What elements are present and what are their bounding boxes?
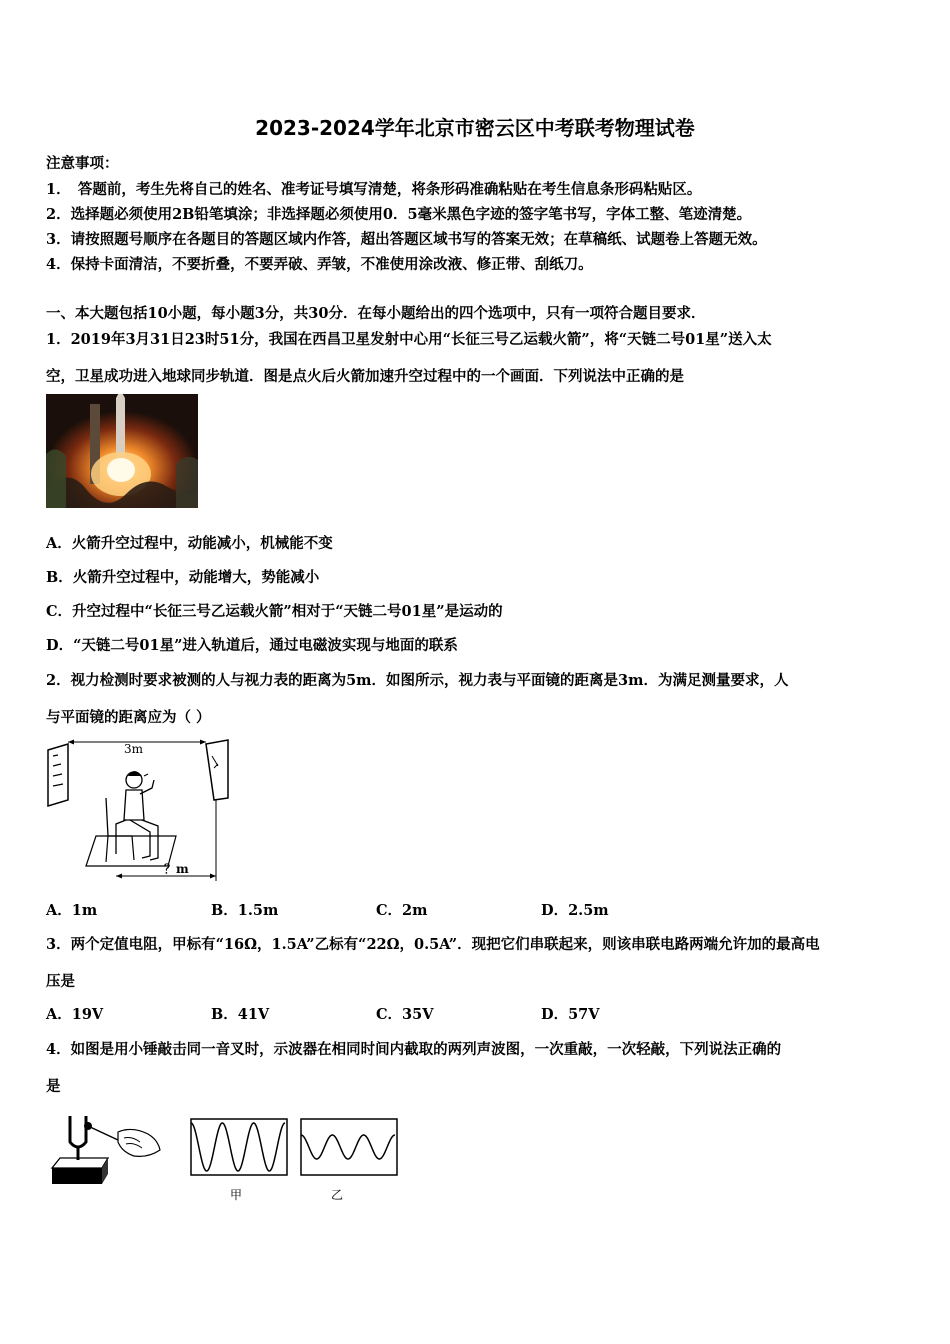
- tuning-fork-diagram: [48, 1112, 168, 1188]
- q1-stem-line2: 空，卫星成功进入地球同步轨道．图是点火后火箭加速升空过程中的一个画面．下列说法中正确的是: [46, 368, 684, 385]
- eye-test-diagram: [46, 736, 236, 884]
- q2-stem-line2: 与平面镜的距离应为（ ）: [46, 709, 211, 726]
- notice-item-1: 1． 答题前，考生先将自己的姓名、准考证号填写清楚，将条形码准确粘贴在考生信息条形码粘贴区。: [46, 181, 702, 198]
- q1-option-c: C．升空过程中“长征三号乙运载火箭”相对于“天链二号01星”是运动的: [46, 603, 503, 620]
- q3-option-b: B．41V: [211, 1006, 270, 1023]
- q1-stem-line1: 1．2019年3月31日23时51分，我国在西昌卫星发射中心用“长征三号乙运载火箭”，将“天链二号01星”送入太: [46, 331, 772, 348]
- q1-option-b: B．火箭升空过程中，动能增大，势能减小: [46, 569, 320, 586]
- q3-option-d: D．57V: [541, 1006, 600, 1023]
- waveform-yi: [300, 1118, 398, 1176]
- rocket-launch-image: [46, 394, 198, 508]
- notice-item-3: 3．请按照题号顺序在各题目的答题区域内作答，超出答题区域书写的答案无效；在草稿纸、试题卷上答题无效。: [46, 231, 767, 248]
- notice-item-2: 2．选择题必须使用2B铅笔填涂；非选择题必须使用0．5毫米黑色字迹的签字笔书写，字体工整、笔迹清楚。: [46, 206, 752, 223]
- q2-option-c: C．2m: [376, 902, 428, 919]
- q2-option-a: A．1m: [46, 902, 98, 919]
- waveform-label-jia: 甲: [230, 1188, 243, 1202]
- q3-option-a: A．19V: [46, 1006, 104, 1023]
- q3-option-c: C．35V: [376, 1006, 434, 1023]
- q3-stem-line1: 3．两个定值电阻，甲标有“16Ω，1.5A”乙标有“22Ω，0.5A”．现把它们串联起来，则该串联电路两端允许加的最高电: [46, 936, 820, 953]
- q4-stem-line1: 4．如图是用小锤敲击同一音叉时，示波器在相同时间内截取的两列声波图，一次重敲，一次轻敲，下列说法正确的: [46, 1041, 782, 1058]
- waveform-label-yi: 乙: [331, 1188, 344, 1202]
- diagram-label-3m: 3m: [124, 742, 144, 756]
- q2-option-b: B．1.5m: [211, 902, 279, 919]
- q3-stem-line2: 压是: [46, 973, 75, 990]
- q1-option-d: D．“天链二号01星”进入轨道后，通过电磁波实现与地面的联系: [46, 637, 458, 654]
- diagram-label-unknown: ？m: [164, 862, 189, 876]
- q4-stem-line2: 是: [46, 1078, 61, 1095]
- q1-option-a: A．火箭升空过程中，动能减小，机械能不变: [46, 535, 333, 552]
- notice-heading: 注意事项：: [46, 155, 119, 172]
- notice-item-4: 4．保持卡面清洁，不要折叠，不要弄破、弄皱，不准使用涂改液、修正带、刮纸刀。: [46, 256, 593, 273]
- waveform-jia: [190, 1118, 288, 1176]
- section-heading: 一、本大题包括10小题，每小题3分，共30分．在每小题给出的四个选项中，只有一项符合题目要求．: [46, 305, 706, 322]
- q2-stem-line1: 2．视力检测时要求被测的人与视力表的距离为5m．如图所示，视力表与平面镜的距离是3m．为满足测量要求，人: [46, 672, 789, 689]
- q2-option-d: D．2.5m: [541, 902, 609, 919]
- page-title: 2023-2024学年北京市密云区中考联考物理试卷: [255, 116, 695, 140]
